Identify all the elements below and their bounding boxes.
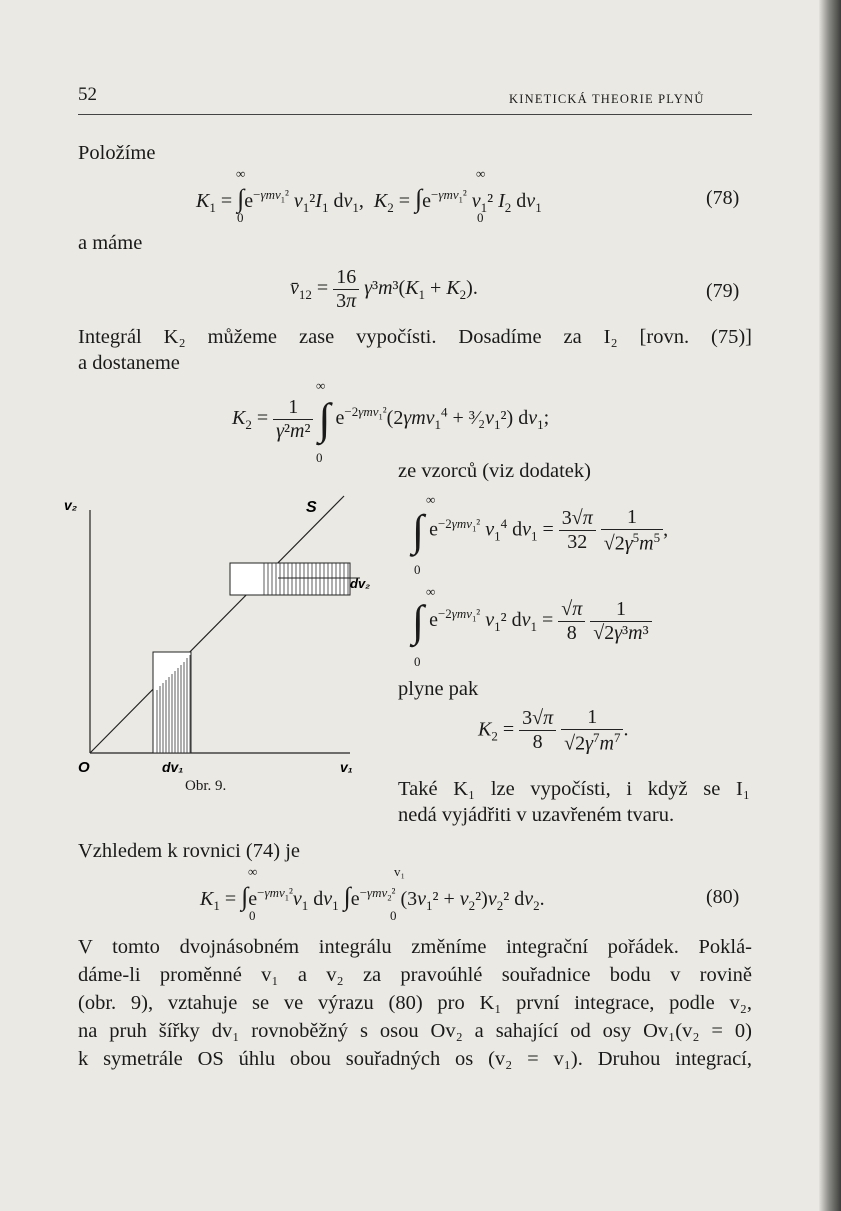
eq80-upper-limit-2: v₁: [394, 864, 406, 879]
label-axis-v1: v₁: [340, 759, 353, 775]
label-s: S: [306, 499, 317, 516]
eq80-lower-limit-1: 0: [249, 908, 256, 923]
equation-number-79: (79): [706, 280, 740, 302]
label-origin: O: [78, 759, 90, 776]
eq78-upper-limit-1: ∞: [236, 166, 246, 181]
header-rule: [78, 114, 752, 115]
f2-upper-limit: ∞: [426, 584, 436, 599]
equation-k2-result: $K_2$ = $\frac{3√\pi}{8}$ $\frac{1}{√2\gamma^7m^7}$ .: [478, 706, 629, 755]
text-take-line1: Také K₁ lze vypočísti, i když se I₁: [398, 778, 750, 800]
f1-upper-limit: ∞: [426, 492, 436, 507]
eq80-lower-limit-2: 0: [390, 908, 397, 923]
final-line-1: V tomto dvojnásobném integrálu změníme integrační pořádek. Poklá-: [78, 936, 752, 958]
figure-obr-9: [60, 490, 380, 790]
eq80-upper-limit-1: ∞: [248, 864, 258, 879]
k2-lower-limit: 0: [316, 450, 323, 465]
final-line-2: dáme-li proměnné v₁ a v₂ za pravoúhlé souřadnice bodu v rovině: [78, 964, 752, 986]
page-number: 52: [78, 84, 97, 105]
text-take-line2: nedá vyjádřiti v uzavřeném tvaru.: [398, 804, 675, 826]
f2-lower-limit: 0: [414, 654, 421, 669]
final-line-4: na pruh šířky dv₁ rovnoběžný s osou Ov₂ a sahající od osy Ov₁(v₂ = 0): [78, 1020, 752, 1042]
text-integral-line2: a dostaneme: [78, 352, 180, 374]
label-axis-v2: v₂: [64, 497, 78, 513]
eq78-upper-limit-2: ∞: [476, 166, 486, 181]
label-dv2: dv₂: [350, 576, 371, 591]
running-title: KINETICKÁ THEORIE PLYNŮ: [509, 92, 705, 106]
text-ze-vzorcu: ze vzorců (viz dodatek): [398, 460, 591, 482]
f1-lower-limit: 0: [414, 562, 421, 577]
equation-number-80: (80): [706, 886, 740, 908]
page-edge-shadow: [819, 0, 841, 1211]
text-polozime: Položíme: [78, 142, 156, 164]
symmetrale-os-line: [90, 496, 344, 753]
text-integral-line1: Integrál K₂ můžeme zase vypočísti. Dosadíme za I₂ [rovn. (75)]: [78, 326, 752, 348]
figure-caption: Obr. 9.: [185, 778, 227, 794]
eq78-formula: $K_1 = \int e^{-\gamma mv_1^2}$ $v_1^2I_1$ $dv_1$, $K_2 = \int e^{-\gamma mv_1^2}$ $v_1^2$ $I_2$ $dv_1$: [196, 184, 542, 215]
k2-upper-limit: ∞: [316, 378, 326, 393]
eq78-lower-limit-1: 0: [237, 210, 244, 225]
final-line-5: k symetrále OS úhlu obou souřadných os (v₂ = v₁). Druhou integrací,: [78, 1048, 752, 1070]
final-line-3: (obr. 9), vztahuje se ve výrazu (80) pro K₁ první integrace, podle v₂,: [78, 992, 752, 1014]
label-dv1: dv₁: [162, 759, 184, 775]
text-a-mame: a máme: [78, 232, 143, 254]
equation-79: $v̄_{12}$ = $\frac{16}{3\pi}$ $\gamma^3m^3(K_1 + K_2)$.: [290, 266, 478, 312]
eq78-lower-limit-2: 0: [477, 210, 484, 225]
equation-number-78: (78): [706, 187, 740, 209]
text-plyne-pak: plyne pak: [398, 678, 479, 700]
text-vzhledem: Vzhledem k rovnici (74) je: [78, 840, 301, 862]
